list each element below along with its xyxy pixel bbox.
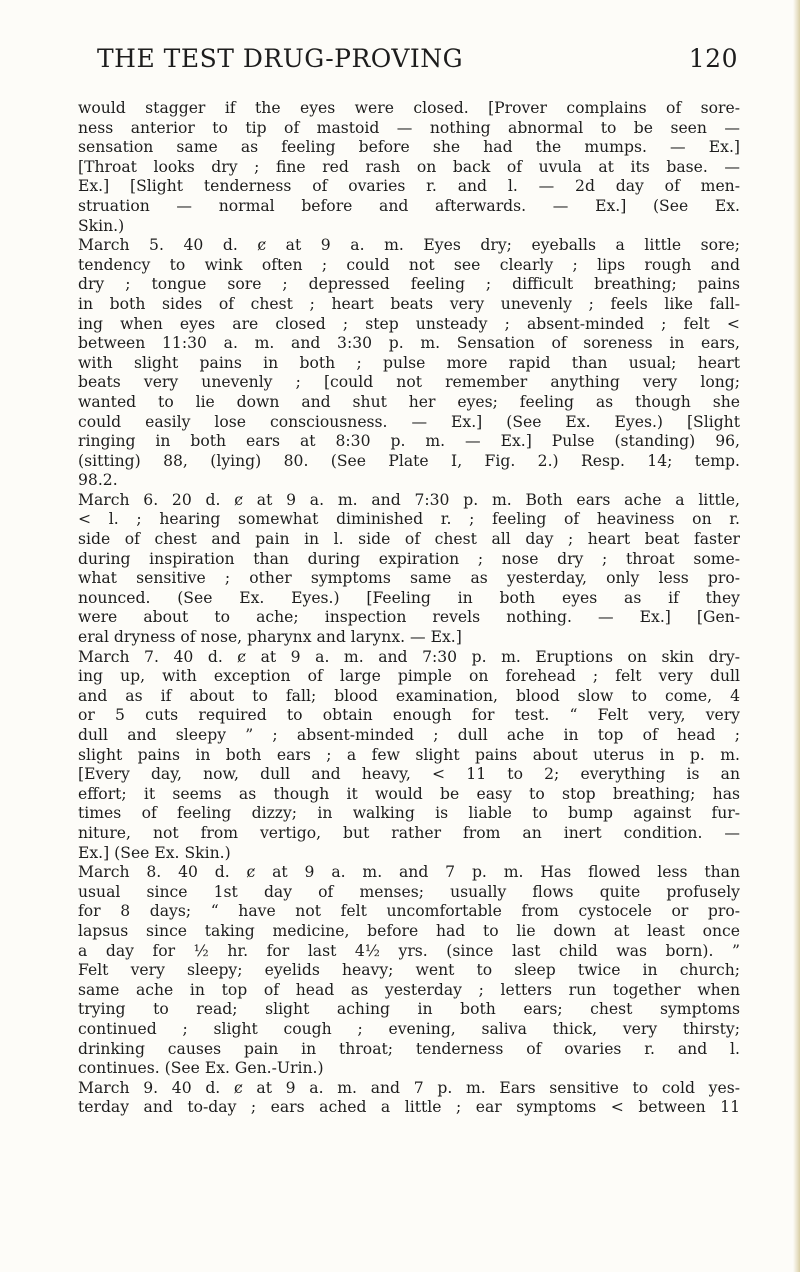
text-line: dry ; tongue sore ; depressed feeling ; difficult breathing; pains	[78, 275, 740, 294]
text-line: were about to ache; inspection revels nothing. — Ex.] [Gen-	[78, 608, 740, 627]
text-line: same ache in top of head as yesterday ; letters run together when	[78, 980, 740, 999]
text-line: March 6. 20 d. ȼ at 9 a. m. and 7:30 p. m. Both ears ache a little,	[78, 490, 740, 509]
text-line: wanted to lie down and shut her eyes; feeling as though she	[78, 392, 740, 411]
text-line: ing up, with exception of large pimple on forehead ; felt very dull	[78, 667, 740, 686]
text-line: would stagger if the eyes were closed. [Prover complains of sore-	[78, 99, 740, 117]
text-line: effort; it seems as though it would be easy to stop breathing; has	[78, 784, 740, 803]
text-line: drinking causes pain in throat; tenderness of ovaries r. and l.	[78, 1039, 740, 1058]
text-line: side of chest and pain in l. side of chest all day ; heart beat faster	[78, 530, 740, 549]
text-line: niture, not from vertigo, but rather from an inert condition. —	[78, 823, 740, 842]
text-line: Skin.)	[78, 216, 125, 235]
text-line: between 11:30 a. m. and 3:30 p. m. Sensation of soreness in ears,	[78, 334, 740, 353]
text-line: struation — normal before and afterwards. — Ex.] (See Ex.	[78, 196, 740, 215]
text-line: Ex.] [Slight tenderness of ovaries r. and l. — 2d day of men-	[78, 177, 740, 196]
text-line: nounced. (See Ex. Eyes.) [Feeling in both eyes as if they	[78, 588, 740, 607]
text-line: ness anterior to tip of mastoid — nothing abnormal to be seen —	[78, 118, 740, 137]
text-line: tendency to wink often ; could not see clearly ; lips rough and	[78, 255, 740, 274]
text-line: ing when eyes are closed ; step unsteady ; absent-minded ; felt <	[78, 314, 740, 333]
text-line: [Every day, now, dull and heavy, < 11 to 2; everything is an	[78, 765, 740, 784]
text-line: lapsus since taking medicine, before had to lie down at least once	[78, 921, 740, 940]
text-line: continues. (See Ex. Gen.-Urin.)	[78, 1059, 324, 1078]
text-line: March 9. 40 d. ȼ at 9 a. m. and 7 p. m. Ears sensitive to cold yes-	[78, 1078, 740, 1097]
text-line: sensation same as feeling before she had the mumps. — Ex.]	[78, 138, 740, 157]
text-line: March 7. 40 d. ȼ at 9 a. m. and 7:30 p. m. Eruptions on skin dry-	[78, 647, 740, 666]
page-edge	[793, 0, 800, 1272]
text-line: Felt very sleepy; eyelids heavy; went to sleep twice in church;	[78, 961, 740, 980]
text-line: or 5 cuts required to obtain enough for test. “ Felt very, very	[78, 706, 740, 725]
text-line: March 8. 40 d. ȼ at 9 a. m. and 7 p. m. Has flowed less than	[78, 863, 740, 882]
text-line: for 8 days; “ have not felt uncomfortable from cystocele or pro-	[78, 902, 740, 921]
body-text	[78, 99, 740, 1118]
text-line: with slight pains in both ; pulse more rapid than usual; heart	[78, 353, 740, 372]
text-line: could easily lose consciousness. — Ex.] (See Ex. Eyes.) [Slight	[78, 412, 740, 431]
text-line: ringing in both ears at 8:30 p. m. — Ex.] Pulse (standing) 96,	[78, 432, 740, 451]
text-line: in both sides of chest ; heart beats very unevenly ; feels like fall-	[78, 294, 740, 313]
page-number: 120	[688, 44, 738, 73]
text-line: March 5. 40 d. ȼ at 9 a. m. Eyes dry; eyeballs a little sore;	[78, 236, 740, 255]
text-line: slight pains in both ears ; a few slight pains about uterus in p. m.	[78, 745, 740, 764]
text-line: dull and sleepy ” ; absent-minded ; dull ache in top of head ;	[78, 726, 740, 744]
text-line: < l. ; hearing somewhat diminished r. ; feeling of heaviness on r.	[78, 510, 740, 529]
text-line: trying to read; slight aching in both ears; chest symptoms	[78, 1000, 740, 1019]
text-line: (sitting) 88, (lying) 80. (See Plate I, Fig. 2.) Resp. 14; temp.	[78, 451, 740, 470]
text-line: terday and to-day ; ears ached a little ; ear symptoms < between 11	[78, 1098, 740, 1117]
text-line: beats very unevenly ; [could not remember anything very long;	[78, 373, 740, 392]
running-title: THE TEST DRUG-PROVING	[97, 44, 464, 73]
text-line: eral dryness of nose, pharynx and larynx. — Ex.]	[78, 628, 462, 647]
text-line: usual since 1st day of menses; usually flows quite profusely	[78, 882, 740, 901]
text-line: and as if about to fall; blood examination, blood slow to come, 4	[78, 686, 740, 705]
text-line: Ex.] (See Ex. Skin.)	[78, 843, 231, 862]
text-line: a day for ½ hr. for last 4½ yrs. (since last child was born). ”	[78, 941, 740, 960]
text-line: during inspiration than during expiration ; nose dry ; throat some-	[78, 549, 740, 568]
text-line: continued ; slight cough ; evening, saliva thick, very thirsty;	[78, 1019, 740, 1038]
text-line: [Throat looks dry ; fine red rash on back of uvula at its base. —	[78, 157, 740, 176]
text-line: 98.2.	[78, 471, 118, 490]
text-line: times of feeling dizzy; in walking is liable to bump against fur-	[78, 804, 740, 823]
running-head	[97, 44, 738, 73]
text-line: what sensitive ; other symptoms same as yesterday, only less pro-	[78, 569, 740, 588]
